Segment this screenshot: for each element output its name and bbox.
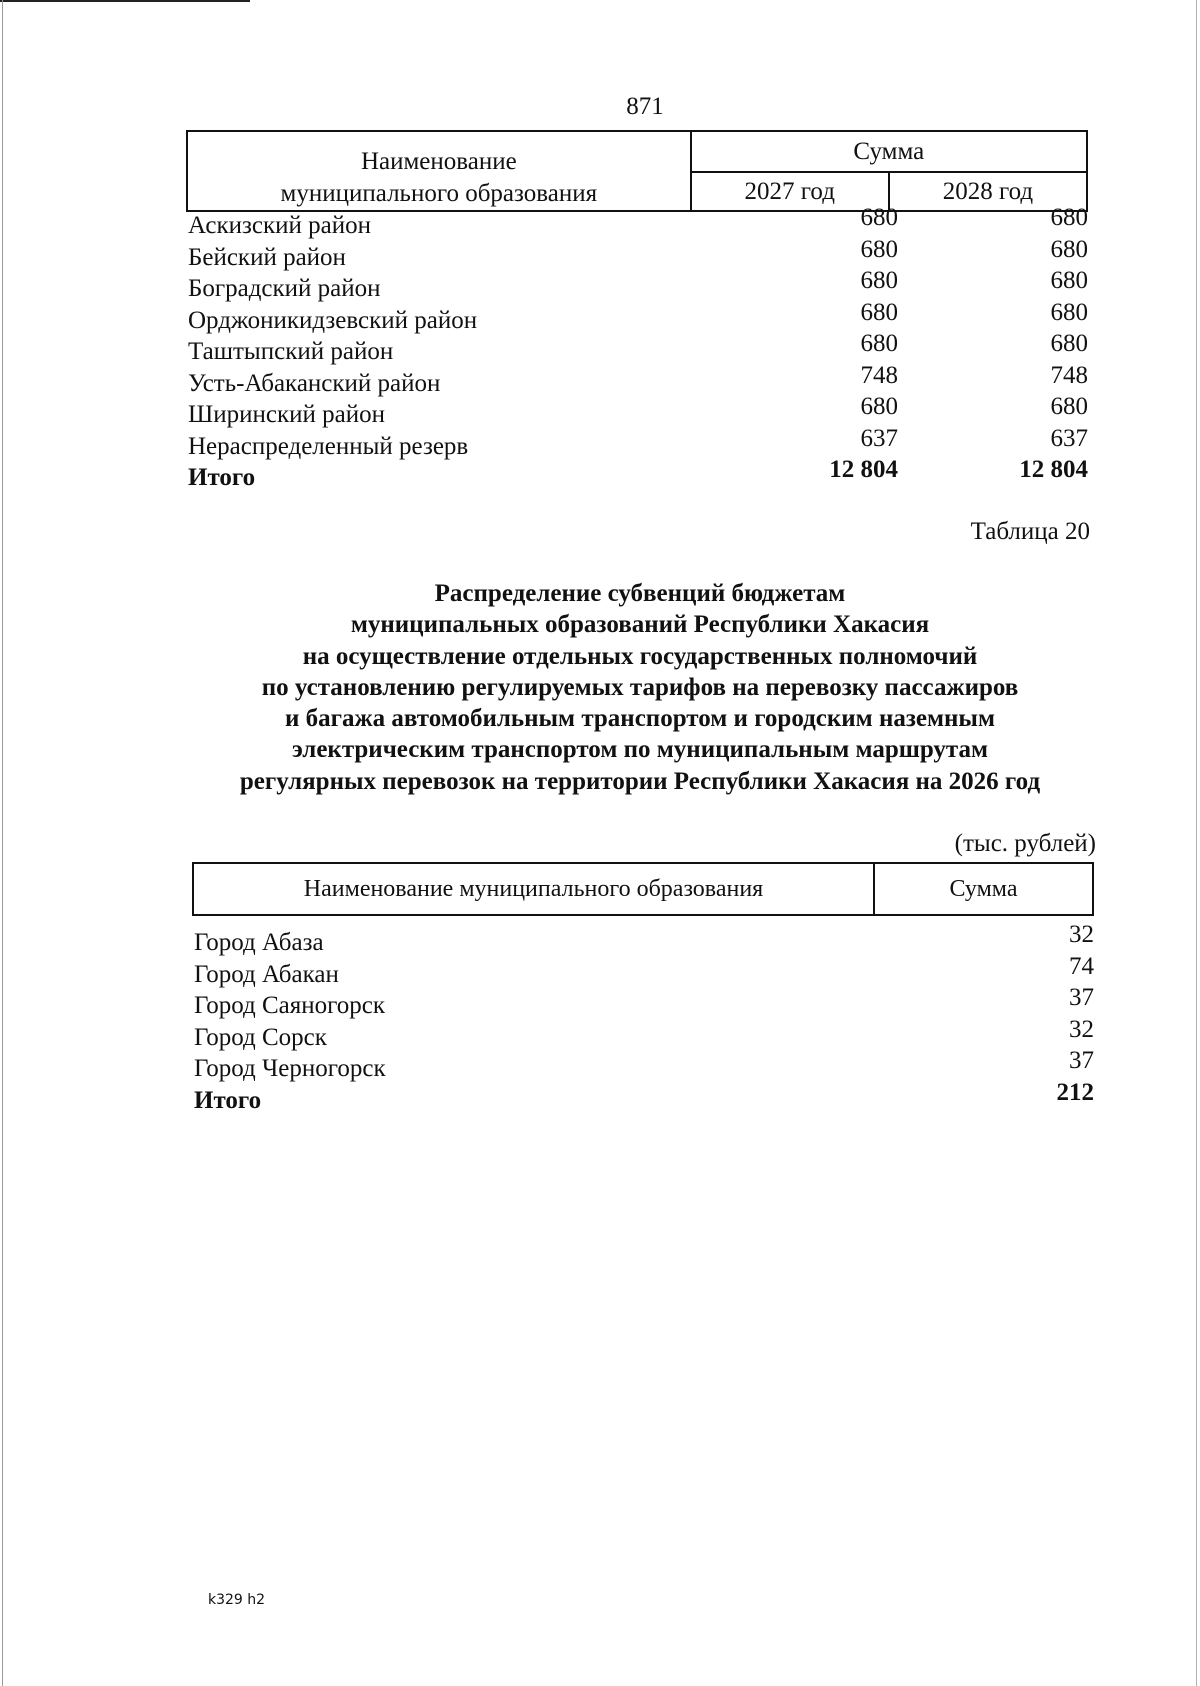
row-name: Город Сорск [194,1023,327,1051]
total-label: Итого [188,464,256,491]
table-title [150,578,1130,797]
scan-left-edge [2,0,3,1686]
row-name: Нераспределенный резерв [188,432,469,460]
row-name: Таштыпский район [188,338,394,365]
row-value-2028: 748 [1050,361,1088,389]
total-label: Итого [194,1086,262,1114]
table2-header-name: Наименование муниципального образования [193,863,874,915]
page-number: 871 [626,93,664,120]
table1-body [186,206,1088,490]
total-value: 212 [1056,1078,1094,1106]
row-value-2027: 680 [860,267,898,294]
table2-body [192,923,1094,1112]
table-row [186,269,1088,301]
row-name: Ширинский район [188,401,385,428]
table-title-line: и багажа автомобильным транспортом и городским наземным [285,705,995,733]
row-name: Город Черногорск [194,1055,386,1082]
row-value-2028: 680 [1050,393,1088,420]
total-value-2028: 12 804 [1019,456,1088,483]
row-name: Город Абакан [194,960,339,988]
row-name: Орджоникидзевский район [188,306,478,334]
row-name: Город Саяногорск [194,992,386,1019]
table1-header-name [187,131,691,211]
row-name: Усть-Абаканский район [188,369,441,397]
table-row [186,395,1088,427]
row-value-2028: 680 [1050,267,1088,294]
row-value: 32 [1069,921,1094,948]
table-total-row [186,458,1088,490]
table-title-line: регулярных перевозок на территории Республики Хакасия на 2026 год [239,767,1041,795]
row-value-2028: 680 [1050,330,1088,357]
table1-header-name-line1: Наименование [360,148,517,175]
table2-header [192,862,1094,916]
table-row [186,298,1088,334]
table-title-line: муниципальных образований Республики Хакасия [350,611,930,639]
table-row [192,952,1094,988]
row-name: Аскизский район [188,212,372,239]
row-value-2027: 680 [860,298,898,326]
row-value-2027: 748 [860,361,898,389]
table-title-line: по установлению регулируемых тарифов на перевозку пассажиров [261,673,1019,701]
row-value-2028: 680 [1050,235,1088,263]
row-value-2028: 680 [1050,204,1088,231]
table1-header-2028: 2028 год [889,172,1087,211]
table-row [192,986,1094,1018]
row-value: 37 [1069,1047,1094,1074]
table-row [186,235,1088,271]
document-code: k329 h2 [208,1592,266,1608]
row-value: 32 [1069,1015,1094,1043]
row-value-2027: 680 [860,330,898,357]
table-title-line: Распределение субвенций бюджетам [434,580,846,607]
row-value: 74 [1069,952,1094,980]
table-row [186,361,1088,397]
table-title-line: электрическим транспортом по муниципальным маршрутам [291,736,989,764]
row-name: Боградский район [188,275,381,302]
table2-header-sum: Сумма [874,863,1093,915]
scan-edge-line [0,0,250,2]
table-row [192,923,1094,955]
row-name: Бейский район [188,243,346,271]
row-value-2027: 680 [860,204,898,231]
row-value-2027: 680 [860,235,898,263]
table-row [192,1015,1094,1051]
table-title-line: на осуществление отдельных государственных полномочий [302,642,978,670]
row-value-2028: 637 [1050,424,1088,452]
row-value-2028: 680 [1050,298,1088,326]
table1-header-sum: Сумма [691,131,1087,172]
unit-label: (тыс. рублей) [954,830,1096,857]
table-row [186,424,1088,460]
table1-header-2027: 2027 год [691,172,889,211]
table1-header [186,130,1088,212]
scan-right-edge [1196,0,1197,1686]
table-number-label: Таблица 20 [970,518,1090,545]
row-name: Город Абаза [194,929,324,956]
total-value-2027: 12 804 [829,456,898,483]
row-value-2027: 637 [860,424,898,452]
table-row [192,1049,1094,1081]
table-row [186,206,1088,238]
row-value: 37 [1069,984,1094,1011]
row-value-2027: 680 [860,393,898,420]
table-row [186,332,1088,364]
table-total-row [192,1078,1094,1114]
table1-header-name-line2: муниципального образования [280,180,598,207]
